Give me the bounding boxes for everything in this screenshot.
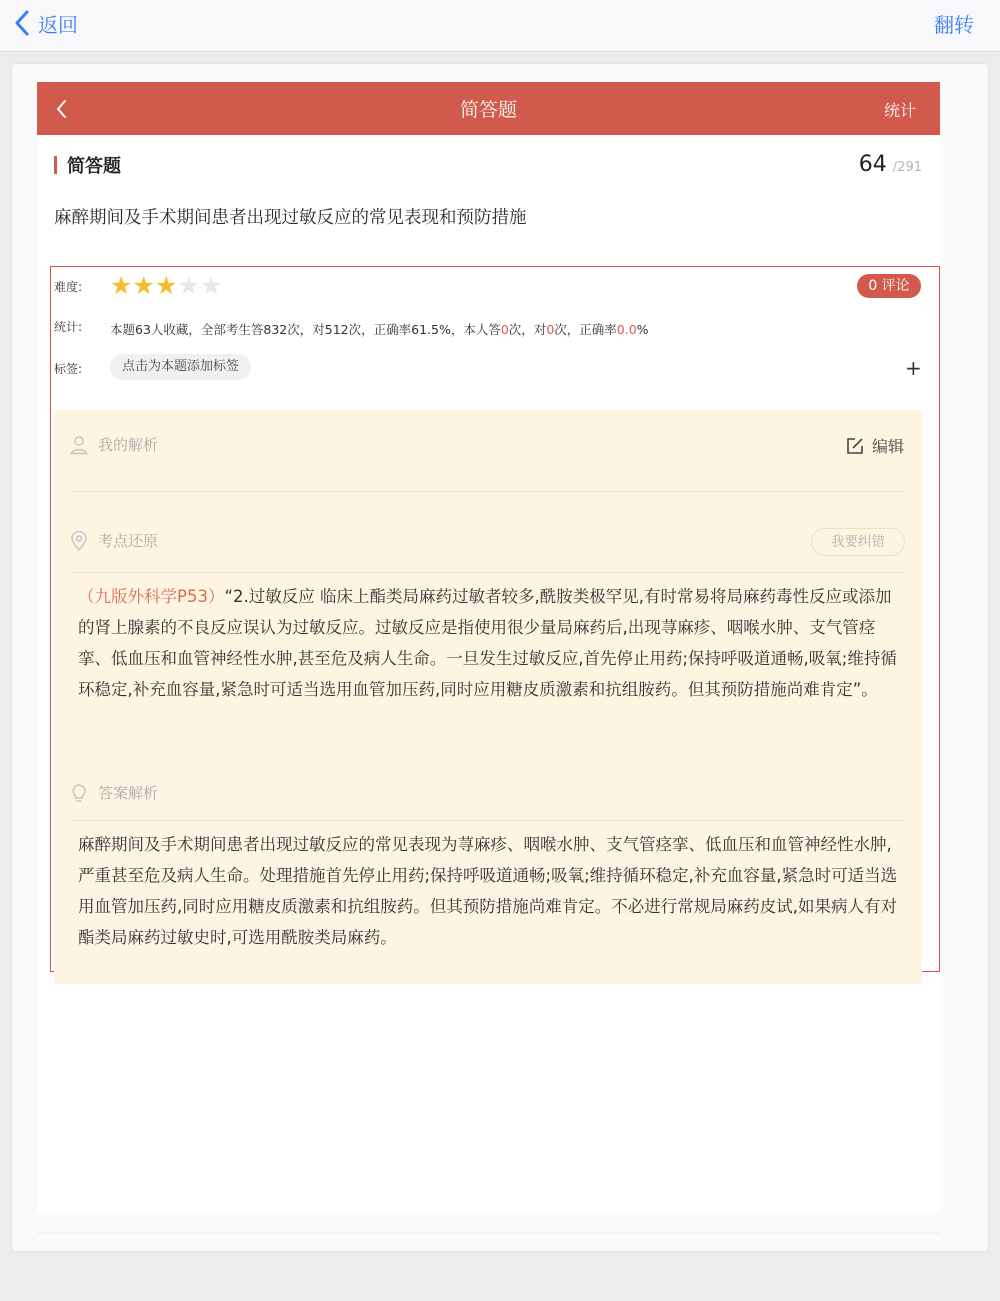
report-error-button[interactable]: 我要纠错 bbox=[811, 528, 905, 556]
star-filled-icon: ★ bbox=[155, 271, 178, 300]
back-button[interactable] bbox=[14, 8, 78, 38]
divider bbox=[70, 572, 906, 573]
accent-mark bbox=[54, 156, 57, 174]
question-screen bbox=[37, 82, 940, 1212]
edit-button[interactable] bbox=[846, 434, 904, 457]
my-answer-count: 0 bbox=[500, 322, 509, 337]
difficulty-label: 难度: bbox=[54, 280, 83, 294]
stats-button[interactable]: 统计 bbox=[883, 101, 916, 120]
stats-text: 次，正确率 bbox=[554, 322, 617, 337]
star-empty-icon: ★ bbox=[200, 271, 223, 300]
lightbulb-icon bbox=[70, 783, 88, 803]
edit-label: 编辑 bbox=[871, 437, 904, 456]
add-tag-plus-button[interactable]: + bbox=[905, 356, 922, 380]
current-question-number: 64 bbox=[858, 152, 887, 177]
question-counter bbox=[859, 152, 922, 177]
my-analysis-header bbox=[70, 434, 158, 455]
exam-point-header bbox=[70, 530, 158, 551]
user-icon bbox=[70, 435, 88, 455]
top-nav-bar bbox=[0, 0, 1000, 52]
stats-text: 次，对 bbox=[508, 322, 547, 337]
star-filled-icon: ★ bbox=[132, 271, 155, 300]
my-analysis-title: 我的解析 bbox=[98, 436, 159, 454]
exam-point-body: “2.过敏反应 临床上酯类局麻药过敏者较多,酰胺类极罕见,有时常易将局麻药毒性反应或添加的肾上腺素的不良反应误认为过敏反应。过敏反应是指使用很少量局麻药后,出现荨麻疹、咽喉水肿、支气管痉挛、低血压和血管神经性水肿,甚至危及病人生命。一旦发生过敏反应,首先停止用药;保持呼吸道通畅,吸氧;维持循环稳定,补充血容量,紧急时可适当选用血管加压药,同时应用糖皮质激素和抗组胺药。但其预防措施尚难肯定”。 bbox=[78, 587, 897, 699]
stats-text: % bbox=[636, 322, 649, 337]
add-tag-chip[interactable]: 点击为本题添加标签 bbox=[110, 354, 251, 380]
answer-analysis-header bbox=[70, 782, 158, 803]
star-filled-icon: ★ bbox=[110, 271, 133, 300]
divider bbox=[70, 820, 906, 821]
stats-text: 本题63人收藏，全部考生答832次，对512次，正确率61.5%，本人答 bbox=[110, 322, 501, 337]
tags-label: 标签: bbox=[54, 362, 83, 376]
flip-button[interactable]: 翻转 bbox=[934, 13, 974, 37]
stats-line bbox=[110, 320, 649, 338]
question-text: 麻醉期间及手术期间患者出现过敏反应的常见表现和预防措施 bbox=[54, 208, 527, 228]
analysis-panel bbox=[54, 410, 922, 984]
exam-point-text bbox=[78, 581, 898, 741]
difficulty-stars bbox=[110, 272, 223, 300]
my-accuracy: 0.0 bbox=[616, 322, 637, 337]
question-type bbox=[54, 154, 121, 176]
my-correct-count: 0 bbox=[546, 322, 555, 337]
back-label: 返回 bbox=[38, 12, 78, 37]
page-card bbox=[12, 64, 988, 1251]
star-empty-icon: ★ bbox=[177, 271, 200, 300]
header-title: 简答题 bbox=[459, 99, 517, 121]
divider bbox=[70, 491, 906, 492]
question-type-label: 简答题 bbox=[67, 156, 121, 177]
answer-analysis-title: 答案解析 bbox=[98, 784, 159, 802]
source-reference: （九版外科学P53） bbox=[78, 587, 225, 606]
total-question-count: /291 bbox=[892, 160, 922, 175]
stats-label: 统计: bbox=[54, 320, 83, 334]
footer-divider bbox=[37, 1232, 940, 1234]
location-pin-icon bbox=[70, 531, 88, 551]
exam-point-title: 考点还原 bbox=[98, 532, 159, 550]
question-header-bar bbox=[37, 82, 940, 135]
chevron-left-icon bbox=[14, 10, 30, 36]
edit-icon bbox=[846, 437, 864, 455]
answer-analysis-text: 麻醉期间及手术期间患者出现过敏反应的常见表现为荨麻疹、咽喉水肿、支气管痉挛、低血压和血管神经性水肿,严重甚至危及病人生命。处理措施首先停止用药;保持呼吸道通畅;吸氧;维持循环稳定,补充血容量,紧急时可适当选用血管加压药,同时应用糖皮质激素和抗组胺药。但其预防措施尚难肯定。不必进行常规局麻药皮试,如果病人有对酯类局麻药过敏史时,可选用酰胺类局麻药。 bbox=[78, 835, 898, 947]
chevron-left-icon[interactable] bbox=[55, 98, 69, 120]
comment-badge[interactable]: 0 评论 bbox=[857, 274, 921, 298]
